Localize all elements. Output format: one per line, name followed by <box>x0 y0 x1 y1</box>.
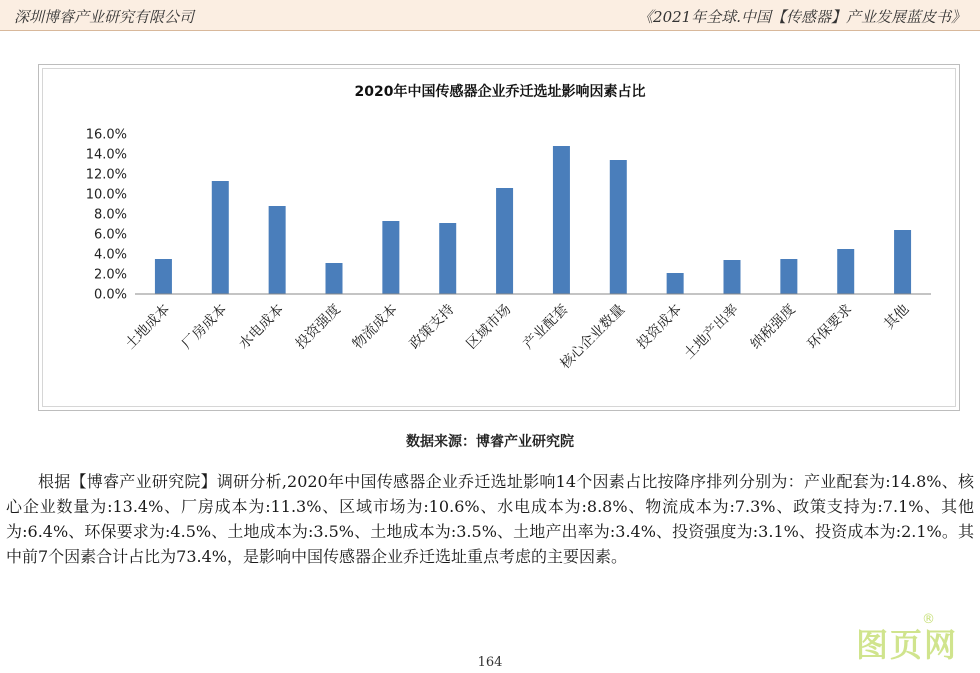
x-category-label: 产业配套 <box>520 301 572 353</box>
header-company: 深圳博睿产业研究有限公司 <box>14 8 195 26</box>
x-category-label: 区域市场 <box>463 301 515 353</box>
bar <box>667 273 684 294</box>
x-category-label: 其他 <box>881 301 913 333</box>
bar <box>382 221 399 294</box>
watermark-text: 图页网 <box>856 626 959 664</box>
bar <box>326 263 343 294</box>
bar-chart <box>39 65 961 412</box>
chart-title: 2020年中国传感器企业乔迁选址影响因素占比 <box>354 84 646 100</box>
data-source: 数据来源：博睿产业研究院 <box>406 434 574 450</box>
bar <box>724 260 741 294</box>
bar <box>610 160 627 294</box>
x-category-label: 水电成本 <box>236 301 287 353</box>
x-category-label: 环保要求 <box>804 301 856 353</box>
y-tick-label: 14.0% <box>85 147 127 163</box>
registered-mark: ® <box>922 612 935 627</box>
watermark-logo <box>856 612 966 664</box>
y-tick-label: 4.0% <box>93 247 127 263</box>
bar <box>212 181 229 294</box>
x-category-label: 土地成本 <box>122 301 174 353</box>
y-tick-label: 16.0% <box>85 127 127 143</box>
bar <box>155 259 172 294</box>
x-category-label: 政策支持 <box>406 301 458 353</box>
page-number: 164 <box>477 655 503 670</box>
bar <box>894 230 911 294</box>
x-category-label: 纳税强度 <box>747 301 799 353</box>
header-book-title: 《2021年全球.中国【传感器】产业发展蓝皮书》 <box>638 8 966 26</box>
x-category-label: 投资成本 <box>634 301 685 353</box>
bar <box>837 249 854 294</box>
x-category-label: 投资强度 <box>292 301 344 353</box>
y-tick-label: 8.0% <box>93 207 127 223</box>
page-header <box>0 0 980 31</box>
bar <box>553 146 570 294</box>
y-tick-label: 6.0% <box>93 227 127 243</box>
y-tick-label: 0.0% <box>93 287 127 303</box>
bar <box>780 259 797 294</box>
y-tick-label: 10.0% <box>85 187 127 203</box>
bar <box>439 223 456 294</box>
analysis-paragraph: 根据【博睿产业研究院】调研分析,2020年中国传感器企业乔迁选址影响14个因素占比按降序排列分别为：产业配套为:14.8%、核心企业数量为:13.4%、厂房成本为:11.3%、区域市场为:10.6%、水电成本为:8.8%、物流成本为:7.3%、政策支持为:7.1%、其他为:6.4%、环保要求为:4.5%、土地成本为:3.5%、土地成本为:3.5%、土地产出率为:3.4%、投资强度为:3.1%、投资成本为:2.1%。其中前7个因素合计占比为73.4%，是影响中国传感器企业乔迁选址重点考虑的主要因素。 <box>6 472 974 566</box>
x-category-label: 厂房成本 <box>179 301 231 353</box>
x-category-label: 土地产出率 <box>681 301 742 363</box>
x-category-label: 物流成本 <box>349 301 401 353</box>
bar <box>269 206 286 294</box>
bar <box>496 188 513 294</box>
chart-frame <box>38 64 960 411</box>
y-tick-label: 2.0% <box>93 267 127 283</box>
y-tick-label: 12.0% <box>85 167 127 183</box>
x-category-label: 核心企业数量 <box>557 301 629 373</box>
